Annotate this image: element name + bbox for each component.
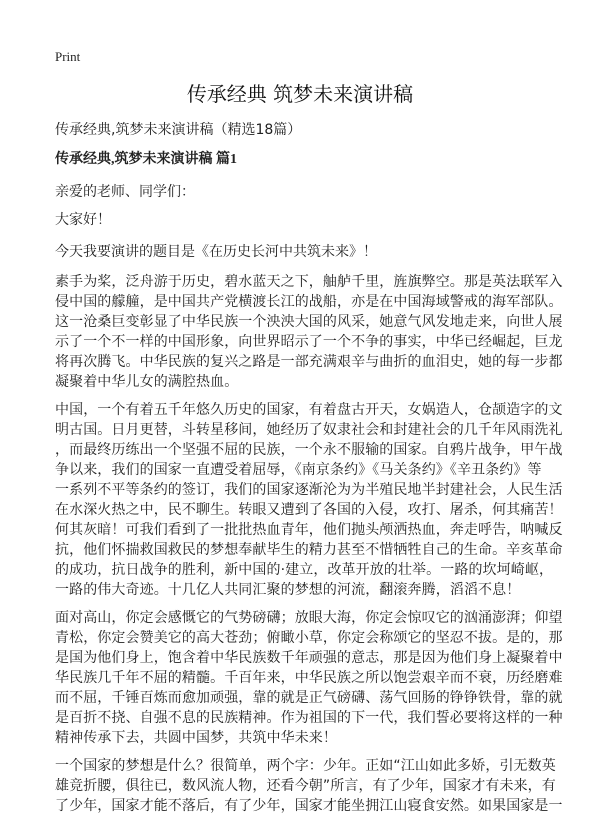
text-line: 何其灰暗！可我们看到了一批批热血青年，他们抛头颅洒热血，奔走呼告，呐喊反	[55, 522, 563, 538]
text-line: 雄竞折腰，俱往已，数风流人物，还看今朝”所言，有了少年，国家才有未来，有	[55, 778, 556, 794]
text-line: 而不屈，千锤百炼而愈加顽强，靠的就是正气磅礴、荡气回肠的铮铮铁骨，靠的就	[55, 690, 563, 706]
text-line: 将再次腾飞。中华民族的复兴之路是一部充满艰辛与曲折的血泪史，她的每一步都	[55, 354, 563, 370]
text-line: 侵中国的艨艟，是中国共产党横渡长江的战船，亦是在中国海域警戒的海军部队。	[55, 294, 563, 310]
print-link[interactable]: Print	[55, 49, 81, 64]
topic: 今天我要演讲的题目是《在历史长河中共筑未来》！	[55, 244, 377, 260]
hello: 大家好！	[55, 212, 111, 228]
page-title: 传承经典 筑梦未来演讲稿	[186, 82, 414, 106]
text-line: ，而最终历练出一个坚强不屈的民族，一个永不服输的国家。自鸦片战争，甲午战	[55, 442, 563, 458]
paragraph-4	[55, 756, 600, 816]
text-line: 抗，他们怀揣救国救民的梦想奉献毕生的精力甚至不惜牺牲自己的生命。辛亥革命	[55, 542, 563, 558]
text-line: 青松，你定会赞美它的高大苍劲；俯瞰小草，你定会称颂它的坚忍不拔。是的，那	[55, 630, 563, 646]
text-line: 是百折不挠、自强不息的民族精神。作为祖国的下一代，我们誓必要将这样的一种	[55, 710, 563, 726]
text-line: 这一沧桑巨变彰显了中华民族一个泱泱大国的风采，她意气风发地走来，向世人展	[55, 314, 563, 330]
greeting: 亲爱的老师、同学们：	[55, 184, 195, 200]
text-line: 一个国家的梦想是什么？很简单，两个字：少年。正如“江山如此多娇，引无数英	[55, 758, 556, 774]
text-line: 素手为桨，泛舟游于历史，碧水蓝天之下，舳舻千里，旌旗弊空。那是英法联军入	[55, 274, 563, 290]
subtitle: 传承经典,筑梦未来演讲稿（精选18篇）	[55, 122, 302, 138]
text-line: 示了一个不一样的中国形象，向世界昭示了一个不争的事实，中华已经崛起，巨龙	[55, 334, 563, 350]
text-line: 争以来，我们的国家一直遭受着屈辱，《南京条约》《马关条约》《辛丑条约》等	[55, 462, 542, 478]
text-line: 在水深火热之中，民不聊生。转眼又遭到了各国的入侵，攻打、屠杀，何其痛苦！	[55, 502, 563, 518]
text-line: 明古国。日月更替，斗转星移间，她经历了奴隶社会和封建社会的几千年风雨洗礼	[55, 422, 563, 438]
text-line: 一系列不平等条约的签订，我们的国家逐渐沦为为半殖民地半封建社会，人民生活	[55, 482, 563, 498]
paragraph-1	[55, 272, 600, 392]
text-line: 华民族几千年不屈的精髓。千百年来，中华民族之所以饱尝艰辛而不衰，历经磨难	[55, 670, 563, 686]
text-line: 面对高山，你定会感慨它的气势磅礴；放眼大海，你定会惊叹它的汹涌澎湃；仰望	[55, 610, 563, 626]
text-line: 精神传承下去，共圆中国梦，共筑中华未来！	[55, 730, 337, 746]
section-heading: 传承经典,筑梦未来演讲稿 篇1	[55, 152, 237, 167]
text-line: 凝聚着中华儿女的满腔热血。	[55, 374, 239, 390]
paragraph-3	[55, 608, 600, 748]
paragraph-2	[55, 400, 600, 600]
text-line: 的成功，抗日战争的胜利，新中国的·建立，改革开放的壮举。一路的坎坷崎岖，	[55, 562, 554, 578]
text-line: 是国为他们身上，饱含着中华民族数千年顽强的意志，那是因为他们身上凝聚着中	[55, 650, 563, 666]
text-line: 中国，一个有着五千年悠久历史的国家，有着盘古开天，女娲造人，仓颉造字的文	[55, 402, 563, 418]
text-line: 了少年，国家才能不落后，有了少年，国家才能坐拥江山寝食安然。如果国家是一	[55, 798, 563, 814]
text-line: 一路的伟大奇迹。十几亿人共同汇聚的梦想的河流，翻滚奔腾，滔滔不息！	[55, 582, 521, 598]
